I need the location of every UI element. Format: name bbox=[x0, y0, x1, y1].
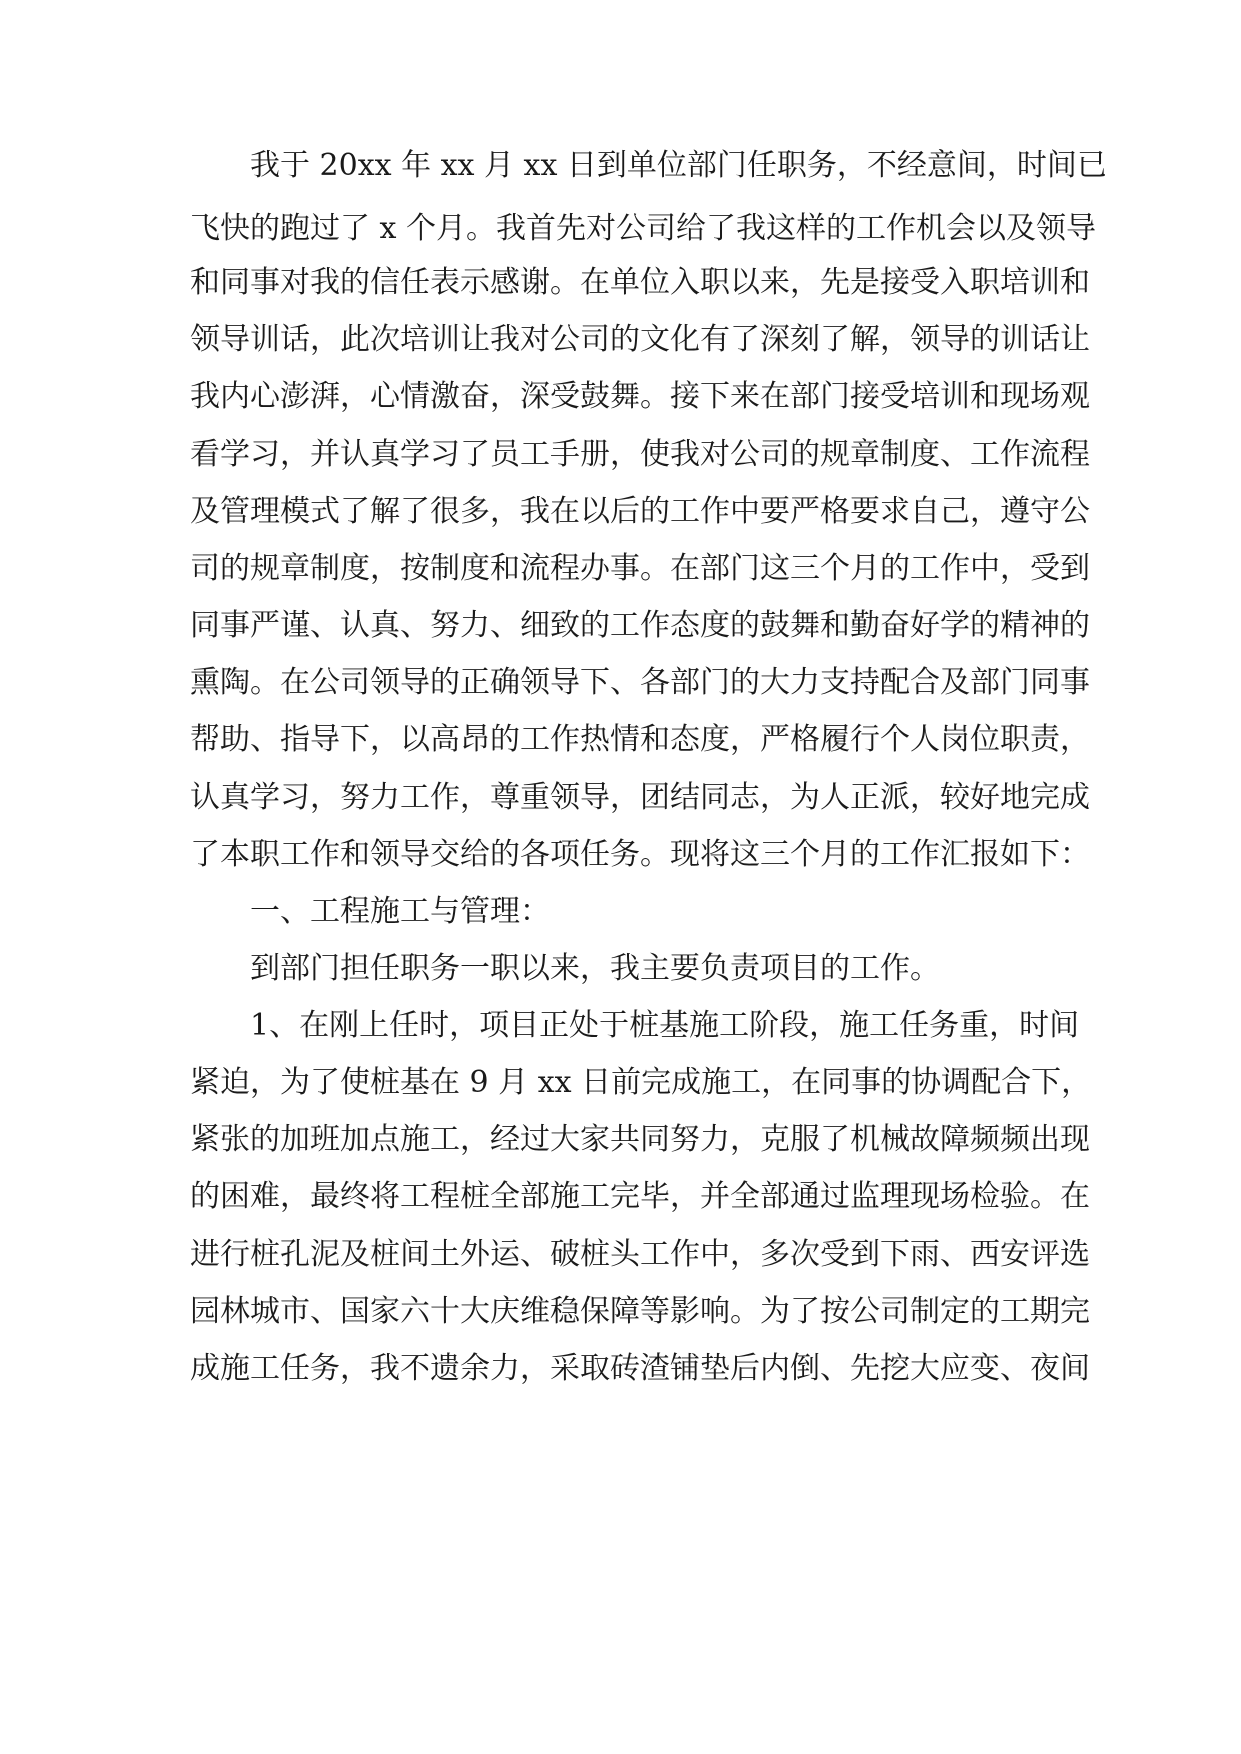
line-text: 了本职工作和领导交给的各项任务。现将这三个月的工作汇报如下： bbox=[190, 837, 1090, 872]
line-text: 我内心澎湃，心情激奋，深受鼓舞。接下来在部门接受培训和现场观 bbox=[190, 379, 1090, 414]
paragraph-line bbox=[0, 823, 1241, 887]
line-text: 帮助、指导下，以高昂的工作热情和态度，严格履行个人岗位职责， bbox=[190, 722, 1090, 757]
paragraph-line bbox=[0, 1337, 1241, 1401]
line-text: 1、在刚上任时，项目正处于桩基施工阶段，施工任务重，时间 bbox=[250, 1008, 1080, 1043]
paragraph-line bbox=[0, 134, 1241, 198]
paragraph-line bbox=[0, 1165, 1241, 1229]
paragraph-line bbox=[0, 1223, 1241, 1287]
line-text: 认真学习，努力工作，尊重领导，团结同志，为人正派，较好地完成 bbox=[190, 780, 1090, 815]
line-text: 和同事对我的信任表示感谢。在单位入职以来，先是接受入职培训和 bbox=[190, 265, 1090, 300]
paragraph-line bbox=[0, 251, 1241, 315]
paragraph-line bbox=[0, 365, 1241, 429]
paragraph-line bbox=[0, 1051, 1241, 1115]
paragraph-line bbox=[0, 537, 1241, 601]
paragraph-line bbox=[0, 1108, 1241, 1172]
paragraph-line bbox=[0, 423, 1241, 487]
heading-text: 一、工程施工与管理： bbox=[250, 894, 550, 929]
paragraph-line bbox=[0, 308, 1241, 372]
line-text: 领导训话，此次培训让我对公司的文化有了深刻了解，领导的训话让 bbox=[190, 322, 1090, 357]
line-text: 进行桩孔泥及桩间土外运、破桩头工作中，多次受到下雨、西安评选 bbox=[190, 1237, 1090, 1272]
line-text: 成施工任务，我不遗余力，采取砖渣铺垫后内倒、先挖大应变、夜间 bbox=[190, 1351, 1090, 1386]
paragraph-line bbox=[0, 766, 1241, 830]
paragraph-line bbox=[0, 1280, 1241, 1344]
line-text: 及管理模式了解了很多，我在以后的工作中要严格要求自己，遵守公 bbox=[190, 494, 1090, 529]
line-text: 紧迫，为了使桩基在 9 月 xx 日前完成施工，在同事的协调配合下， bbox=[190, 1065, 1092, 1100]
line-text: 的困难，最终将工程桩全部施工完毕，并全部通过监理现场检验。在 bbox=[190, 1179, 1090, 1214]
paragraph-line bbox=[0, 708, 1241, 772]
line-text: 我于 20xx 年 xx 月 xx 日到单位部门任职务，不经意间，时间已 bbox=[250, 148, 1107, 183]
section-heading bbox=[0, 880, 1241, 944]
line-text: 司的规章制度，按制度和流程办事。在部门这三个月的工作中，受到 bbox=[190, 551, 1090, 586]
paragraph-line bbox=[0, 937, 1241, 1001]
paragraph-line bbox=[0, 480, 1241, 544]
line-text: 同事严谨、认真、努力、细致的工作态度的鼓舞和勤奋好学的精神的 bbox=[190, 608, 1090, 643]
line-text: 园林城市、国家六十大庆维稳保障等影响。为了按公司制定的工期完 bbox=[190, 1294, 1090, 1329]
line-text: 看学习，并认真学习了员工手册，使我对公司的规章制度、工作流程 bbox=[190, 437, 1090, 472]
paragraph-line bbox=[0, 594, 1241, 658]
line-text: 飞快的跑过了 x 个月。我首先对公司给了我这样的工作机会以及领导 bbox=[190, 211, 1096, 246]
line-text: 紧张的加班加点施工，经过大家共同努力，克服了机械故障频频出现 bbox=[190, 1122, 1090, 1157]
line-text: 到部门担任职务一职以来，我主要负责项目的工作。 bbox=[250, 951, 940, 986]
paragraph-line bbox=[0, 651, 1241, 715]
paragraph-line bbox=[0, 994, 1241, 1058]
line-text: 熏陶。在公司领导的正确领导下、各部门的大力支持配合及部门同事 bbox=[190, 665, 1090, 700]
